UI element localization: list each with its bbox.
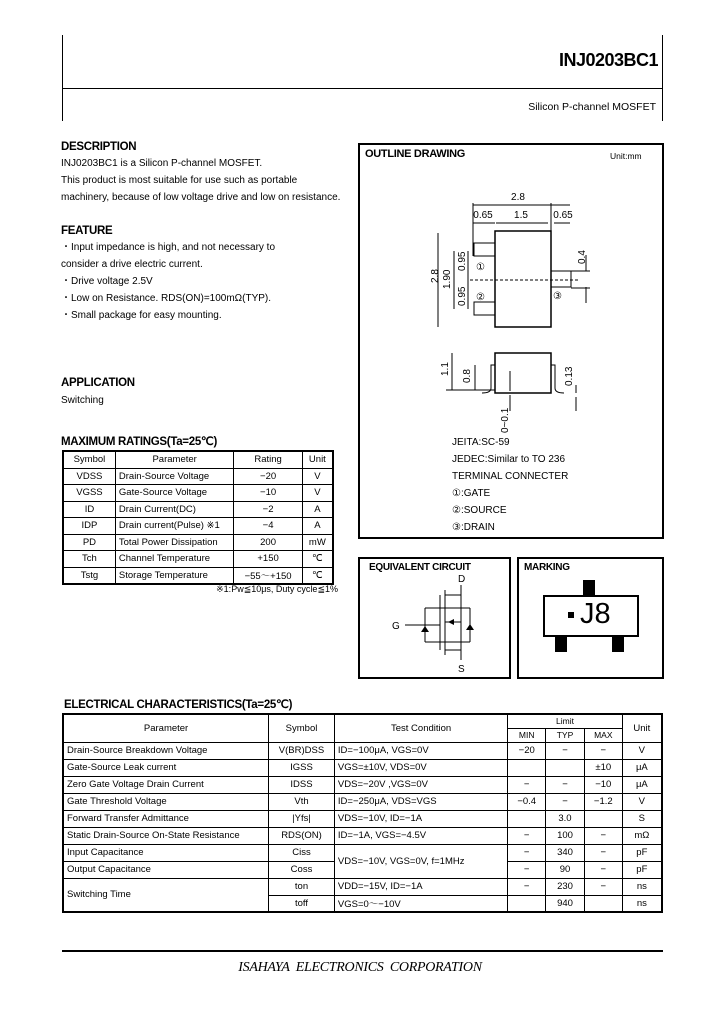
table-cell: − bbox=[508, 844, 546, 861]
description-title: DESCRIPTION bbox=[61, 141, 137, 153]
table-cell: 90 bbox=[546, 861, 585, 878]
table-cell: pF bbox=[622, 861, 662, 878]
table-cell: −55〜+150 bbox=[234, 567, 302, 584]
feature-title: FEATURE bbox=[61, 225, 113, 237]
feature-list bbox=[61, 239, 275, 324]
header-cell: MAX bbox=[584, 728, 622, 742]
table-cell: IDP bbox=[63, 518, 115, 535]
dim-label: 2.8 bbox=[511, 192, 525, 203]
table-cell: − bbox=[508, 878, 546, 895]
drain-label: D bbox=[458, 574, 466, 585]
table-cell: − bbox=[546, 793, 585, 810]
table-cell: IGSS bbox=[269, 759, 335, 776]
header-cell: TYP bbox=[546, 728, 585, 742]
application-title: APPLICATION bbox=[61, 377, 135, 389]
table-cell: toff bbox=[269, 895, 335, 912]
feature-line: ・Low on Resistance. RDS(ON)=100mΩ(TYP). bbox=[61, 293, 272, 304]
table-header-row bbox=[63, 714, 662, 728]
marking-title: MARKING bbox=[524, 562, 570, 573]
unit-label: Unit:mm bbox=[610, 151, 642, 161]
table-cell bbox=[546, 759, 585, 776]
table-cell: ns bbox=[622, 878, 662, 895]
header-divider bbox=[62, 88, 663, 89]
table-row bbox=[63, 878, 662, 895]
table-cell: − bbox=[546, 776, 585, 793]
dim-label: 1.1 bbox=[440, 362, 451, 376]
table-cell: V bbox=[302, 468, 333, 485]
table-cell: ℃ bbox=[302, 567, 333, 584]
table-cell: Forward Transfer Admittance bbox=[63, 810, 269, 827]
table-cell: mW bbox=[302, 534, 333, 551]
table-cell: ton bbox=[269, 878, 335, 895]
table-row bbox=[63, 567, 333, 584]
dim-label: 0.65 bbox=[553, 210, 573, 221]
table-cell: Gate-Source Leak current bbox=[63, 759, 269, 776]
table-cell: 3.0 bbox=[546, 810, 585, 827]
table-cell: PD bbox=[63, 534, 115, 551]
table-cell: RDS(ON) bbox=[269, 827, 335, 844]
table-row bbox=[63, 844, 662, 861]
header-cell: MIN bbox=[508, 728, 546, 742]
table-cell: ID=−1A, VGS=−4.5V bbox=[334, 827, 507, 844]
table-cell: −2 bbox=[234, 501, 302, 518]
table-cell: μA bbox=[622, 759, 662, 776]
max-ratings-note: ※1:Pw≦10μs, Duty cycle≦1% bbox=[216, 584, 338, 594]
equivalent-title: EQUIVALENT CIRCUIT bbox=[369, 562, 471, 573]
table-cell: mΩ bbox=[622, 827, 662, 844]
table-cell: Zero Gate Voltage Drain Current bbox=[63, 776, 269, 793]
table-row bbox=[63, 534, 333, 551]
table-cell: Drain-Source Breakdown Voltage bbox=[63, 742, 269, 759]
table-cell: VDS=−10V, ID=−1A bbox=[334, 810, 507, 827]
table-cell: +150 bbox=[234, 551, 302, 568]
table-cell: − bbox=[546, 742, 585, 759]
table-cell: Input Capacitance bbox=[63, 844, 269, 861]
jeita-label: JEITA:SC-59 bbox=[452, 437, 510, 448]
header-cell: Symbol bbox=[269, 714, 335, 742]
table-cell: −10 bbox=[234, 485, 302, 502]
table-row bbox=[63, 551, 333, 568]
pin1-dot bbox=[568, 612, 574, 618]
header-cell: Parameter bbox=[63, 714, 269, 742]
header-cell: Test Condition bbox=[334, 714, 507, 742]
jedec-label: JEDEC:Similar to TO 236 bbox=[452, 454, 566, 465]
description-line: INJ0203BC1 is a Silicon P-channel MOSFET. bbox=[61, 158, 263, 169]
dim-label: 0~0.1 bbox=[500, 407, 511, 433]
table-cell: Vth bbox=[269, 793, 335, 810]
table-row bbox=[63, 501, 333, 518]
mosfet-symbol bbox=[380, 570, 490, 675]
package-lead bbox=[583, 580, 595, 595]
table-cell: ±10 bbox=[584, 759, 622, 776]
table-row bbox=[63, 793, 662, 810]
table-cell: Gate Threshold Voltage bbox=[63, 793, 269, 810]
feature-line: ・Small package for easy mounting. bbox=[61, 310, 222, 321]
table-cell bbox=[508, 895, 546, 912]
table-row bbox=[63, 827, 662, 844]
table-cell: 940 bbox=[546, 895, 585, 912]
dim-label: 0.95 bbox=[457, 251, 468, 271]
table-cell: |Yfs| bbox=[269, 810, 335, 827]
gate-label: G bbox=[392, 621, 400, 632]
outline-info bbox=[452, 434, 568, 536]
subtitle: Silicon P-channel MOSFET bbox=[528, 101, 656, 113]
table-cell: − bbox=[584, 844, 622, 861]
pin-label: ③ bbox=[553, 291, 562, 302]
table-cell: ID bbox=[63, 501, 115, 518]
table-cell: ID=−250μA, VDS=VGS bbox=[334, 793, 507, 810]
table-row bbox=[63, 759, 662, 776]
table-cell: S bbox=[622, 810, 662, 827]
dim-label: 1.5 bbox=[514, 210, 528, 221]
table-cell: − bbox=[508, 861, 546, 878]
table-cell: Drain-Source Voltage bbox=[115, 468, 234, 485]
table-cell: VGS=0〜−10V bbox=[334, 895, 507, 912]
table-cell bbox=[584, 895, 622, 912]
table-cell: ID=−100μA, VGS=0V bbox=[334, 742, 507, 759]
table-cell: − bbox=[584, 861, 622, 878]
table-cell: V bbox=[622, 742, 662, 759]
table-cell: ℃ bbox=[302, 551, 333, 568]
dim-label: 0.13 bbox=[564, 366, 575, 386]
table-row bbox=[63, 742, 662, 759]
table-cell bbox=[508, 759, 546, 776]
feature-line: consider a drive electric current. bbox=[61, 259, 203, 270]
table-cell: VGS=±10V, VDS=0V bbox=[334, 759, 507, 776]
description-line: machinery, because of low voltage drive and low on resistance. bbox=[61, 192, 341, 203]
header-cell: Symbol bbox=[63, 451, 115, 468]
feature-line: ・Drive voltage 2.5V bbox=[61, 276, 153, 287]
header-cell: Unit bbox=[622, 714, 662, 742]
electrical-table bbox=[62, 713, 663, 913]
table-row bbox=[63, 468, 333, 485]
terminal-title: TERMINAL CONNECTER bbox=[452, 471, 569, 482]
table-cell: Switching Time bbox=[63, 878, 269, 912]
outline-title: OUTLINE DRAWING bbox=[365, 148, 465, 160]
table-cell: − bbox=[584, 742, 622, 759]
table-cell: Drain current(Pulse) ※1 bbox=[115, 518, 234, 535]
table-cell: Ciss bbox=[269, 844, 335, 861]
description-line: This product is most suitable for use such as portable bbox=[61, 175, 298, 186]
table-cell: − bbox=[584, 878, 622, 895]
table-cell: Tstg bbox=[63, 567, 115, 584]
terminal-drain: ③:DRAIN bbox=[452, 522, 495, 533]
header-cell: Rating bbox=[234, 451, 302, 468]
table-cell: Total Power Dissipation bbox=[115, 534, 234, 551]
source-label: S bbox=[458, 664, 465, 675]
table-cell: − bbox=[508, 827, 546, 844]
package-outline-drawing bbox=[358, 143, 664, 443]
dim-label: 0.4 bbox=[577, 250, 588, 264]
table-row bbox=[63, 776, 662, 793]
table-cell: 100 bbox=[546, 827, 585, 844]
dim-label: 0.8 bbox=[462, 369, 473, 383]
table-cell: Coss bbox=[269, 861, 335, 878]
dim-label: 2.8 bbox=[430, 269, 441, 283]
table-cell: − bbox=[584, 827, 622, 844]
table-cell: A bbox=[302, 501, 333, 518]
table-cell: 340 bbox=[546, 844, 585, 861]
company-name: ISAHAYA ELECTRONICS CORPORATION bbox=[238, 960, 482, 975]
table-cell: 200 bbox=[234, 534, 302, 551]
table-cell: VDS=−10V, VGS=0V, f=1MHz bbox=[334, 844, 507, 878]
max-ratings-table bbox=[62, 450, 334, 585]
table-cell: μA bbox=[622, 776, 662, 793]
table-cell: −20 bbox=[234, 468, 302, 485]
table-cell: −4 bbox=[234, 518, 302, 535]
pin-label: ① bbox=[476, 262, 485, 273]
table-cell: Output Capacitance bbox=[63, 861, 269, 878]
table-cell: pF bbox=[622, 844, 662, 861]
table-row bbox=[63, 485, 333, 502]
footer-rule bbox=[62, 950, 663, 952]
table-cell: VGSS bbox=[63, 485, 115, 502]
table-cell bbox=[584, 810, 622, 827]
table-row bbox=[63, 518, 333, 535]
pin-label: ② bbox=[476, 292, 485, 303]
table-cell: V bbox=[302, 485, 333, 502]
table-cell: −0.4 bbox=[508, 793, 546, 810]
table-cell bbox=[508, 810, 546, 827]
table-cell: Storage Temperature bbox=[115, 567, 234, 584]
table-cell: A bbox=[302, 518, 333, 535]
table-cell: VDS=−20V ,VGS=0V bbox=[334, 776, 507, 793]
table-cell: −10 bbox=[584, 776, 622, 793]
table-header-row bbox=[63, 451, 333, 468]
table-cell: V(BR)DSS bbox=[269, 742, 335, 759]
table-cell: V bbox=[622, 793, 662, 810]
table-cell: 230 bbox=[546, 878, 585, 895]
table-cell: Gate-Source Voltage bbox=[115, 485, 234, 502]
description-text bbox=[61, 155, 340, 206]
application-text: Switching bbox=[61, 395, 104, 406]
table-cell: −1.2 bbox=[584, 793, 622, 810]
electrical-title: ELECTRICAL CHARACTERISTICS(Ta=25℃) bbox=[64, 699, 293, 711]
part-number: INJ0203BC1 bbox=[558, 50, 658, 70]
table-cell: Channel Temperature bbox=[115, 551, 234, 568]
table-cell: ns bbox=[622, 895, 662, 912]
table-cell: VDD=−15V, ID=−1A bbox=[334, 878, 507, 895]
table-row bbox=[63, 810, 662, 827]
terminal-source: ②:SOURCE bbox=[452, 505, 507, 516]
table-cell: Tch bbox=[63, 551, 115, 568]
feature-line: ・Input impedance is high, and not necessary to bbox=[61, 242, 276, 253]
package-lead bbox=[612, 637, 624, 652]
table-cell: − bbox=[508, 776, 546, 793]
header-cell: Parameter bbox=[115, 451, 234, 468]
package-lead bbox=[555, 637, 567, 652]
table-cell: IDSS bbox=[269, 776, 335, 793]
table-cell: Drain Current(DC) bbox=[115, 501, 234, 518]
dim-label: 0.95 bbox=[457, 286, 468, 306]
marking-code: J8 bbox=[580, 598, 611, 630]
table-cell: VDSS bbox=[63, 468, 115, 485]
dim-label: 1.90 bbox=[442, 269, 453, 289]
dim-label: 0.65 bbox=[473, 210, 493, 221]
table-cell: Static Drain-Source On-State Resistance bbox=[63, 827, 269, 844]
header-cell: Unit bbox=[302, 451, 333, 468]
max-ratings-title: MAXIMUM RATINGS(Ta=25℃) bbox=[61, 436, 218, 448]
header-cell: Limit bbox=[508, 714, 622, 728]
table-cell: −20 bbox=[508, 742, 546, 759]
terminal-gate: ①:GATE bbox=[452, 488, 491, 499]
